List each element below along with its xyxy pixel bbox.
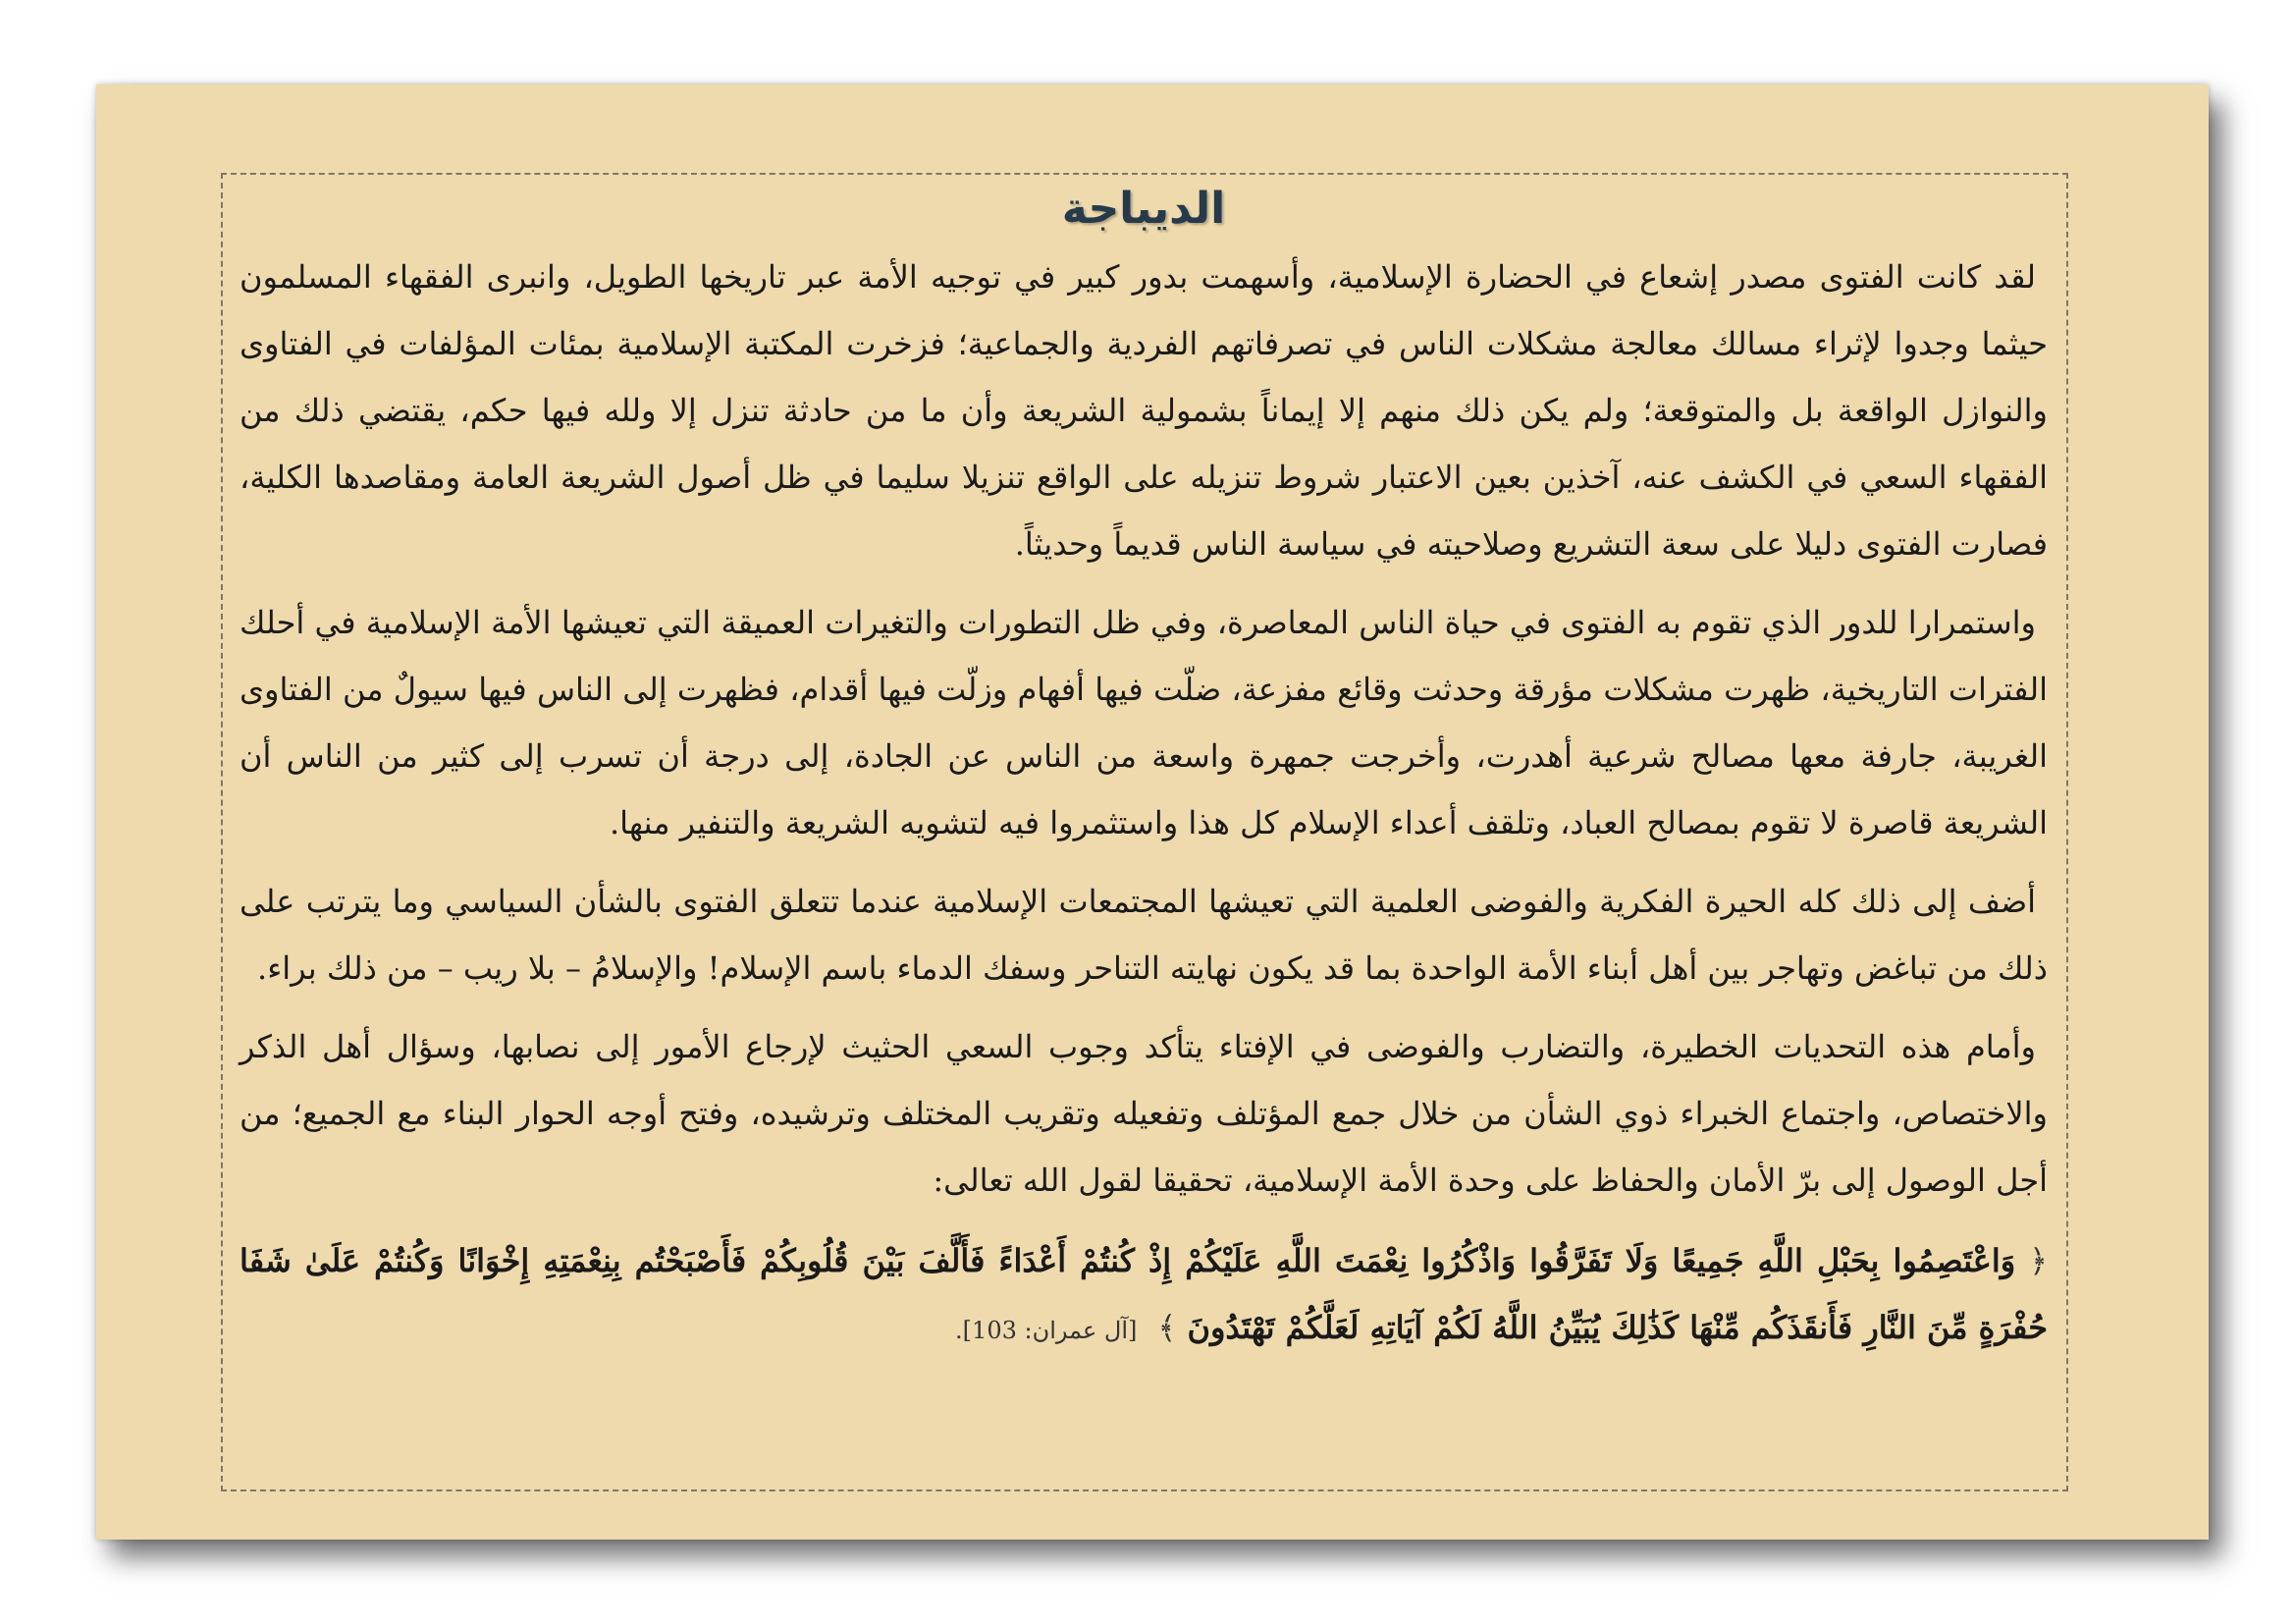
- document-card: [96, 84, 2209, 1540]
- verse-text: وَاعْتَصِمُوا بِحَبْلِ اللَّهِ جَمِيعًا وَلَا تَفَرَّقُوا وَاذْكُرُوا نِعْمَتَ اللَّهِ عَلَيْكُمْ إِذْ كُنتُمْ أَعْدَاءً فَأَلَّفَ بَيْنَ قُلُوبِكُمْ فَأَصْبَحْتُم بِنِعْمَتِهِ إِخْوَانًا وَكُنتُمْ عَلَىٰ شَفَا حُفْرَةٍ مِّنَ النَّارِ فَأَنقَذَكُم مِّنْهَا كَذَٰلِكَ يُبَيِّنُ اللَّهُ لَكُمْ آيَاتِهِ لَعَلَّكُمْ تَهْتَدُونَ: [240, 1242, 2048, 1346]
- paragraph-4: وأمام هذه التحديات الخطيرة، والتضارب والفوضى في الإفتاء يتأكد وجوب السعي الحثيث لإرجاع الأمور إلى نصابها، وسؤال أهل الذكر والاختصاص، واجتماع الخبراء ذوي الشأن من خلال جمع المؤتلف وتفعيله وتقريب المختلف وترشيده، وفتح أوجه الحوار البناء مع الجميع؛ من أجل الوصول إلى برّ الأمان والحفاظ على وحدة الأمة الإسلامية، تحقيقا لقول الله تعالى:: [240, 1028, 2048, 1199]
- verse-reference: [آل عمران: 103].: [955, 1317, 1138, 1344]
- verse-open-bracket: ﴿: [2029, 1242, 2049, 1279]
- paragraph-1: لقد كانت الفتوى مصدر إشعاع في الحضارة الإسلامية، وأسهمت بدور كبير في توجيه الأمة عبر تاريخها الطويل، وانبرى الفقهاء المسلمون حيثما وجدوا لإثراء مسالك معالجة مشكلات الناس في تصرفاتهم الفردية والجماعية؛ فزخرت المكتبة الإسلامية بمئات المؤلفات في الفتاوى والنوازل الواقعة بل والمتوقعة؛ ولم يكن ذلك منهم إلا إيماناً بشمولية الشريعة وأن ما من حادثة تنزل إلا ولله فيها حكم، يقتضي ذلك من الفقهاء السعي في الكشف عنه، آخذين بعين الاعتبار شروط تنزيله على الواقع تنزيلا سليما في ظل أصول الشريعة العامة ومقاصدها الكلية، فصارت الفتوى دليلا على سعة التشريع وصلاحيته في سياسة الناس قديماً وحديثاً.: [240, 258, 2049, 563]
- paragraph-2: واستمرارا للدور الذي تقوم به الفتوى في حياة الناس المعاصرة، وفي ظل التطورات والتغيرات العميقة التي تعيشها الأمة الإسلامية في أحلك الفترات التاريخية، ظهرت مشكلات مؤرقة وحدثت وقائع مفزعة، ضلّت فيها أفهام وزلّت فيها أقدام، فظهرت إلى الناس فيها سيولٌ من الفتاوى الغريبة، جارفة معها مصالح شرعية أهدرت، وأخرجت جمهرة واسعة من الناس عن الجادة، إلى درجة أن تسرب إلى كثير من الناس أن الشريعة قاصرة لا تقوم بمصالح العباد، وتلقف أعداء الإسلام كل هذا واستثمروا فيه لتشويه الشريعة والتنفير منها.: [240, 604, 2048, 841]
- quran-verse: [240, 1227, 2048, 1364]
- verse-close-bracket: ﴾: [1157, 1309, 1177, 1346]
- paragraph-3: أضف إلى ذلك كله الحيرة الفكرية والفوضى العلمية التي تعيشها المجتمعات الإسلامية عندما تتعلق الفتوى بالشأن السياسي وما يترتب على ذلك من تباغض وتهاجر بين أهل أبناء الأمة الواحدة بما قد يكون نهايته التناحر وسفك الدماء باسم الإسلام! والإسلامُ – بلا ريب – من ذلك براء.: [240, 883, 2048, 987]
- document-title: الديباجة: [1061, 184, 1226, 234]
- document-content: [240, 179, 2048, 1364]
